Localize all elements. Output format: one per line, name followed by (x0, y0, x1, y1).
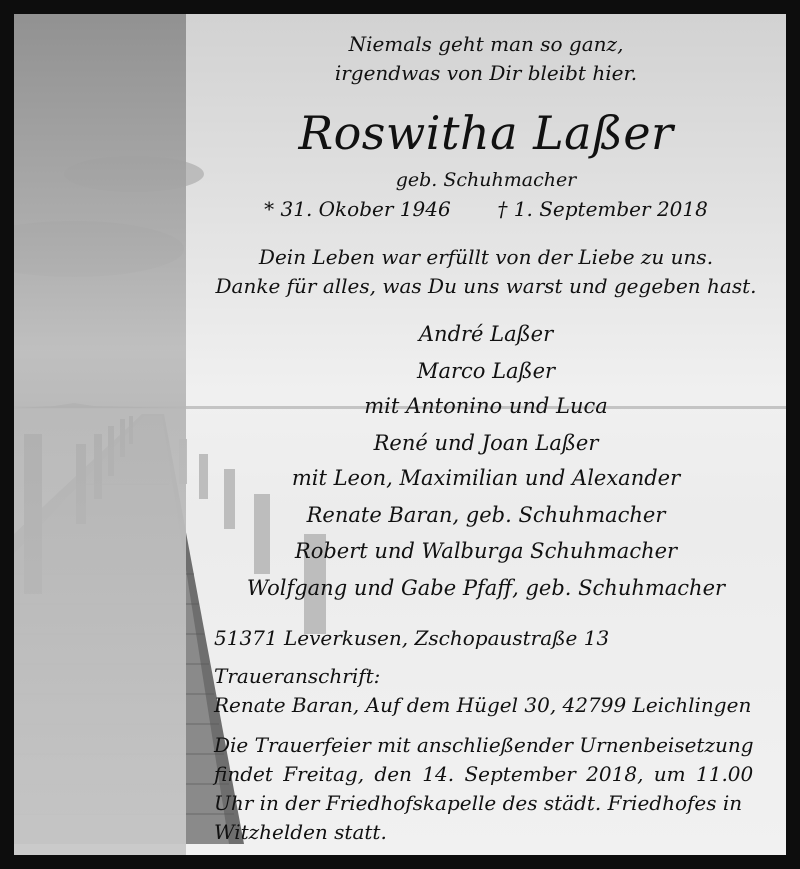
message-line-1: Dein Leben war erfüllt von der Liebe zu uns. (258, 245, 714, 269)
ceremony-line-1: Die Trauerfeier mit anschließender Urnenbeisetzung (214, 733, 754, 757)
ceremony-line-4: Witzhelden statt. (214, 820, 387, 844)
ceremony-line-3: Uhr in der Friedhofskapelle des städt. Friedhofes in (214, 791, 743, 815)
birth-date: * 31. Okober 1946 (264, 197, 451, 221)
message-line-2: Danke für alles, was Du uns warst und gegeben hast. (215, 274, 757, 298)
dark-photo-band (14, 14, 186, 855)
family-member: Marco Laßer (416, 359, 556, 383)
ceremony-line-2: findet Freitag, den 14. September 2018, um 11.00 (214, 762, 754, 786)
family-member: mit Leon, Maximilian und Alexander (291, 466, 681, 490)
family-member: Robert und Walburga Schuhmacher (294, 539, 678, 563)
family-member: René und Joan Laßer (373, 431, 599, 455)
family-member: André Laßer (418, 322, 554, 346)
quote-line-2: irgendwas von Dir bleibt hier. (334, 61, 638, 85)
notice-text (186, 14, 786, 855)
mourning-address: Renate Baran, Auf dem Hügel 30, 42799 Leichlingen (214, 693, 752, 717)
home-address: 51371 Leverkusen, Zschopaustraße 13 (214, 626, 610, 650)
mourning-address-label: Traueranschrift: (214, 664, 381, 688)
family-member: Renate Baran, geb. Schuhmacher (306, 503, 666, 527)
family-member: mit Antonino und Luca (364, 394, 608, 418)
quote-line-1: Niemals geht man so ganz, (348, 32, 624, 56)
family-member: Wolfgang und Gabe Pfaff, geb. Schuhmacher (246, 576, 726, 600)
life-dates (186, 197, 786, 221)
maiden-name: geb. Schuhmacher (395, 169, 577, 191)
deceased-name: Roswitha Laßer (298, 106, 674, 160)
death-date: † 1. September 2018 (497, 197, 708, 221)
